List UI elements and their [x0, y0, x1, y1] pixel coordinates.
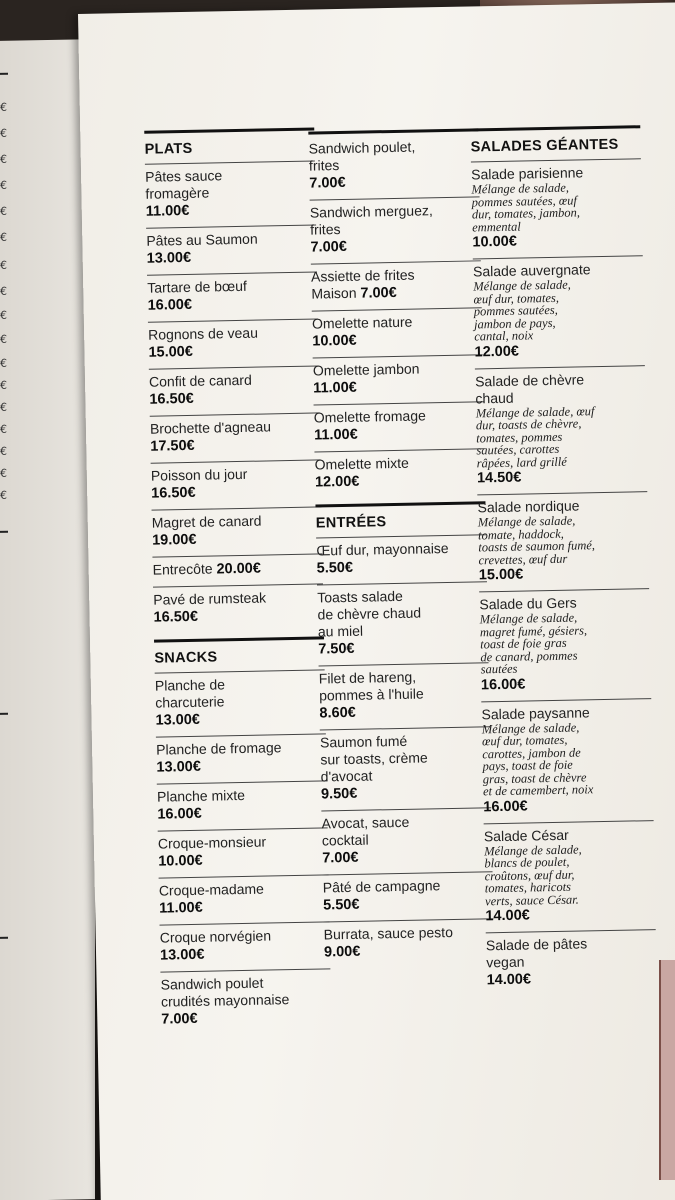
item-price: 7.00€	[309, 174, 346, 192]
adjacent-page-edge	[659, 960, 675, 1180]
item-description: Mélange de salade, œuf dur, tomates, pommes sautées, jambon de pays, cantal, noix	[473, 277, 571, 344]
item-price: 19.00€	[151, 531, 197, 549]
price-mark: €	[0, 488, 7, 502]
item-name: Sandwich poulet crudités mayonnaise	[160, 974, 290, 1010]
menu-item	[314, 448, 485, 498]
item-price: 16.00€	[157, 805, 202, 823]
item-price: 7.00€	[360, 284, 397, 302]
item-price: 14.50€	[476, 469, 522, 487]
item-name: Salade paysanne	[481, 703, 590, 722]
price-mark: €	[0, 100, 7, 114]
column-plats-snacks	[144, 127, 331, 1035]
section-title-entrees: ENTRÉES	[315, 501, 486, 537]
item-price: 16.00€	[480, 676, 526, 693]
item-price: 5.50€	[316, 559, 354, 577]
item-price: 13.00€	[156, 758, 201, 776]
menu-item	[156, 733, 327, 783]
item-name: Salade nordique	[477, 497, 580, 516]
divider	[0, 531, 8, 533]
menu-item	[150, 412, 321, 462]
divider	[0, 937, 8, 939]
item-price: 17.50€	[150, 437, 195, 455]
menu-item	[312, 307, 483, 357]
item-price: 11.00€	[313, 379, 357, 397]
item-description: Mélange de salade, pommes sautées, œuf dur, tomates, jambon, emmental	[471, 180, 581, 234]
item-name: Œuf dur, mayonnaise	[316, 539, 449, 559]
menu-item	[317, 581, 489, 665]
item-name	[311, 265, 482, 303]
menu-item	[152, 553, 323, 586]
menu-item	[152, 506, 323, 556]
price-mark: €	[0, 230, 7, 244]
item-price: 15.00€	[148, 343, 194, 361]
item-name: Saumon fumé sur toasts, crème d'avocat	[319, 732, 428, 785]
item-name: Omelette fromage	[313, 407, 426, 426]
item-name: Avocat, sauce cocktail	[321, 813, 410, 849]
left-page-edge	[0, 39, 95, 1200]
item-price: 20.00€	[216, 560, 262, 578]
menu-item	[473, 255, 645, 368]
menu-item	[475, 365, 647, 495]
item-name: Tartare de bœuf	[147, 277, 248, 296]
price-mark: €	[0, 400, 7, 414]
item-name-text: Assiette de frites Maison	[310, 266, 415, 302]
item-name: Omelette nature	[311, 313, 413, 332]
menu-item	[157, 780, 328, 830]
price-mark: €	[0, 332, 7, 346]
price-mark: €	[0, 258, 7, 272]
menu-item	[471, 158, 643, 258]
item-price: 7.00€	[161, 1010, 198, 1028]
item-name: Salade parisienne	[470, 164, 584, 183]
item-price: 16.50€	[151, 484, 196, 502]
menu-item	[320, 726, 492, 810]
item-price: 10.00€	[312, 332, 357, 350]
price-mark: €	[0, 178, 7, 192]
item-price: 11.00€	[159, 899, 203, 917]
menu-item	[311, 260, 482, 310]
item-price: 11.00€	[313, 426, 358, 444]
menu-item	[486, 929, 657, 996]
menu-item	[319, 662, 490, 729]
menu-sheet	[78, 2, 675, 1200]
price-mark: €	[0, 444, 7, 458]
item-name: Croque-madame	[158, 880, 265, 899]
price-mark: €	[0, 126, 7, 140]
menu-item	[147, 271, 318, 321]
item-name: Pâtes sauce fromagère	[144, 167, 223, 202]
menu-item	[481, 698, 653, 823]
item-description: Mélange de salade, tomate, haddock, toasts de saumon fumé, crevettes, œuf dur	[477, 513, 596, 567]
section-title-snacks: SNACKS	[154, 636, 325, 672]
item-name: Planche de fromage	[155, 739, 282, 758]
column-salades	[470, 125, 657, 996]
item-price: 16.00€	[147, 296, 193, 314]
item-price: 15.00€	[478, 566, 524, 584]
item-name: Burrata, sauce pesto	[323, 923, 454, 943]
item-price: 7.50€	[318, 640, 355, 658]
item-name: Croque norvégien	[159, 927, 272, 946]
item-price: 12.00€	[314, 473, 360, 491]
menu-item	[310, 196, 481, 263]
item-price: 13.00€	[146, 249, 192, 267]
item-name: Salade de chèvre chaud	[474, 370, 585, 406]
menu-item	[153, 583, 324, 633]
menu-item	[477, 491, 649, 591]
item-price: 14.00€	[485, 907, 530, 925]
item-price: 10.00€	[472, 233, 517, 251]
price-mark: €	[0, 466, 7, 480]
item-name: Salade auvergnate	[472, 261, 591, 280]
item-name: Confit de canard	[148, 371, 252, 390]
item-price: 7.00€	[310, 238, 347, 256]
item-description: Mélange de salade, œuf dur, toasts de chèvre, tomates, pommes sautées, carottes râpées, lard grillé	[475, 403, 595, 470]
menu-item	[323, 871, 494, 921]
item-name: Planche mixte	[156, 786, 246, 805]
item-name: Pâtes au Saumon	[146, 230, 258, 249]
item-name: Filet de hareng, pommes à l'huile	[318, 668, 424, 704]
price-mark: €	[0, 308, 7, 322]
item-price: 16.50€	[149, 390, 194, 408]
item-name: Salade du Gers	[479, 594, 577, 613]
item-name: Rognons de veau	[148, 324, 259, 343]
column-middle-entrees	[308, 128, 494, 968]
divider	[0, 73, 8, 75]
menu-item	[308, 128, 479, 199]
menu-item	[313, 354, 484, 404]
item-price: 13.00€	[159, 946, 205, 964]
item-price: 8.60€	[319, 704, 356, 722]
item-price: 16.00€	[483, 798, 528, 815]
item-description: Mélange de salade, blancs de poulet, croûtons, œuf dur, tomates, haricots verts, sauce César.	[484, 841, 582, 908]
price-mark: €	[0, 356, 7, 370]
item-name: Sandwich poulet, frites	[308, 138, 416, 174]
item-price: 9.00€	[323, 943, 361, 961]
item-name: Magret de canard	[151, 512, 262, 531]
price-mark: €	[0, 422, 7, 436]
menu-item	[151, 459, 322, 509]
menu-item	[323, 918, 494, 968]
menu-item	[145, 160, 316, 227]
item-description: Mélange de salade, œuf dur, tomates, carottes, jambon de pays, toast de foie gras, toast de chèvre et de camembert, noix	[481, 720, 594, 799]
item-name	[153, 558, 323, 579]
menu-item	[149, 365, 320, 415]
section-title-salades: SALADES GÉANTES	[470, 125, 641, 161]
item-name: Toasts salade de chèvre chaud au miel	[317, 587, 422, 640]
menu-item	[148, 318, 319, 368]
divider	[0, 713, 8, 715]
item-price: 12.00€	[474, 343, 520, 360]
item-price: 5.50€	[323, 896, 360, 914]
item-price: 13.00€	[155, 711, 201, 729]
menu-item	[146, 224, 317, 274]
menu-item	[316, 534, 487, 584]
section-title-plats: PLATS	[144, 127, 315, 163]
item-price: 16.50€	[153, 608, 199, 626]
menu-item	[155, 669, 326, 736]
item-price: 14.00€	[486, 971, 532, 989]
menu-item	[160, 968, 331, 1035]
menu-item	[484, 820, 656, 933]
item-name: Pâté de campagne	[322, 877, 441, 896]
item-description: Mélange de salade, magret fumé, gésiers, toast de foie gras de canard, pommes sautées	[479, 610, 588, 677]
item-name: Sandwich merguez, frites	[309, 202, 433, 238]
item-price: 7.00€	[322, 849, 359, 867]
item-name: Omelette mixte	[314, 454, 409, 473]
item-name: Brochette d'agneau	[149, 418, 272, 437]
menu-item	[314, 401, 485, 451]
price-mark: €	[0, 378, 7, 392]
menu-item	[159, 874, 330, 924]
item-name: Planche de charcuterie	[154, 676, 226, 711]
item-name: Pavé de rumsteak	[153, 589, 267, 608]
price-mark: €	[0, 284, 7, 298]
item-name: Salade César	[483, 826, 569, 844]
item-name: Poisson du jour	[150, 465, 248, 484]
item-price: 11.00€	[145, 202, 190, 220]
item-name: Croque-monsieur	[157, 833, 267, 852]
item-price: 10.00€	[158, 852, 203, 870]
menu-item	[159, 921, 330, 971]
menu-item	[321, 807, 492, 874]
menu-item	[479, 588, 651, 701]
price-mark: €	[0, 204, 7, 218]
price-mark: €	[0, 152, 7, 166]
item-name-text: Entrecôte	[152, 560, 213, 578]
item-name: Omelette jambon	[312, 360, 420, 379]
item-price: 9.50€	[320, 785, 358, 803]
item-name: Salade de pâtes vegan	[485, 935, 588, 971]
menu-item	[158, 827, 329, 877]
